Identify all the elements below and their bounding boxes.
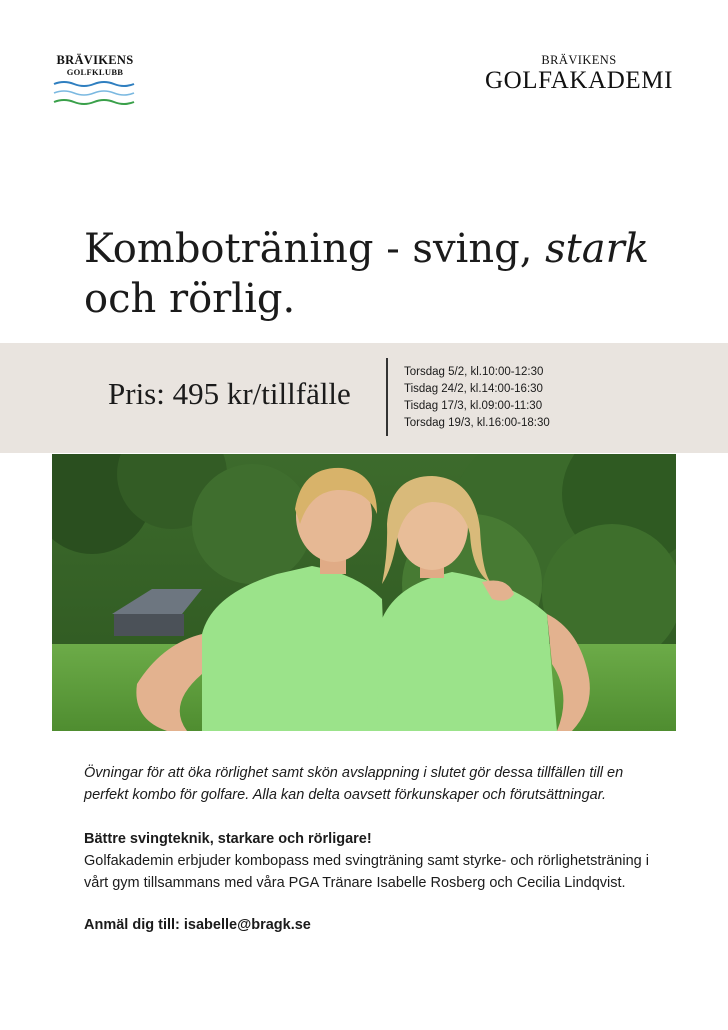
golfakademi-logo <box>484 53 674 95</box>
date-item: Torsdag 5/2, kl.10:00-12:30 <box>404 366 544 378</box>
title-line2: och rörlig. <box>84 276 296 322</box>
description-text: Golfakademin erbjuder kombopass med svingträning samt styrke- och rörlighetsträning i vårt gym tillsammans med våra PGA Tränare Isabelle Rosberg och Cecilia Lindqvist. <box>84 853 649 891</box>
title-part1: Komboträning - sving, <box>84 226 546 272</box>
date-item: Tisdag 17/3, kl.09:00-11:30 <box>404 400 543 412</box>
signup-info: Anmäl dig till: isabelle@bragk.se <box>84 917 311 933</box>
body-text <box>84 762 664 936</box>
session-dates <box>404 364 550 432</box>
logo-left-line2: GOLFKLUBB <box>66 67 124 77</box>
trainers-photo <box>52 454 676 731</box>
price-label: Pris: 495 kr/tillfälle <box>108 376 351 411</box>
date-item: Tisdag 24/2, kl.14:00-16:30 <box>404 383 543 395</box>
page-title <box>84 224 684 324</box>
subheading: Bättre svingteknik, starkare och rörligare! <box>84 831 372 847</box>
logo-right-line1: BRÄVIKENS <box>541 53 617 67</box>
intro-text: Övningar för att öka rörlighet samt skön avslappning i slutet gör dessa tillfällen till en perfekt kombo för golfare. Alla kan delta oavsett förkunskaper och förutsättningar. <box>84 765 624 803</box>
logo-left-line1: BRÄVIKENS <box>56 53 134 67</box>
title-emphasis: stark <box>545 226 649 272</box>
date-item: Torsdag 19/3, kl.16:00-18:30 <box>404 417 550 429</box>
golfklubb-logo <box>52 53 138 108</box>
water-waves-icon <box>52 80 138 108</box>
divider <box>386 358 388 436</box>
logo-right-line2: GOLFAKADEMI <box>484 67 674 94</box>
